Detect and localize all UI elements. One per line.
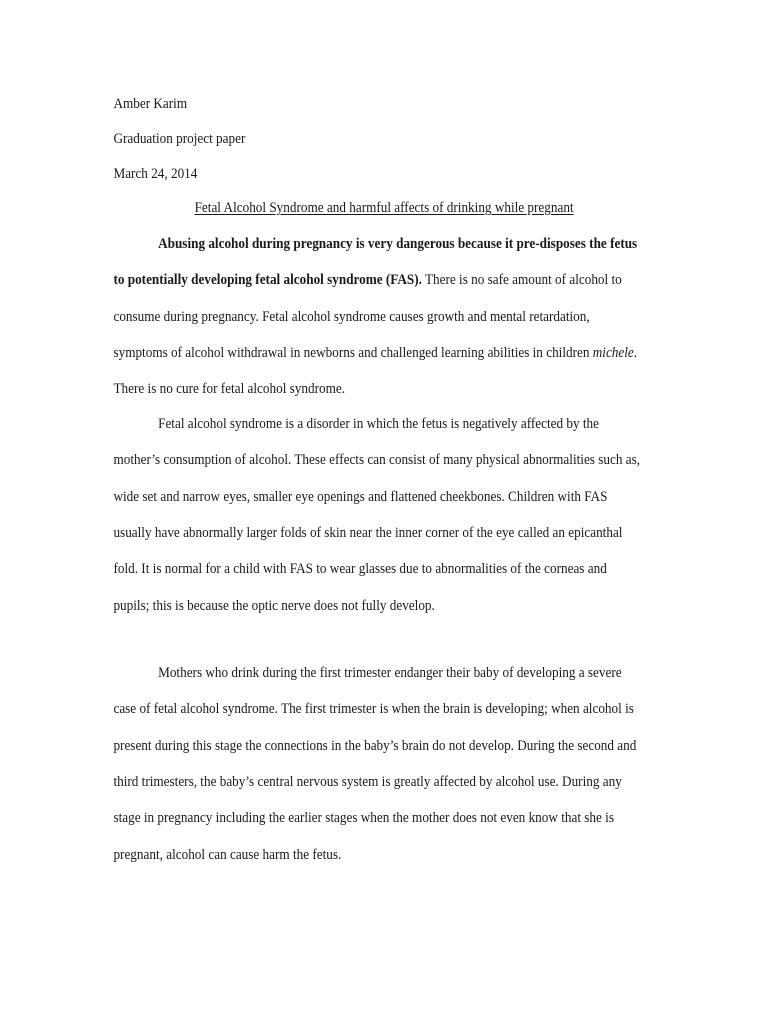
paragraph-1 [113,226,641,408]
paper-date: March 24, 2014 [113,166,198,182]
paper-title: Fetal Alcohol Syndrome and harmful affects of drinking while pregnant [194,200,574,216]
paragraph-3: Mothers who drink during the first trimester endanger their baby of developing a severe case of fetal alcohol syndrome. The first trimester is when the brain is developing; when alcohol is present during this stage the connections in the baby’s brain do not develop. During the second and third trimesters, the baby’s central nervous system is greatly affected by alcohol use. During any stage in pregnancy including the earlier stages when the mother does not even know that she is pregnant, alcohol can cause harm the fetus. [113,665,637,863]
course-name: Graduation project paper [113,131,246,147]
thesis-statement: Abusing alcohol during pregnancy is very dangerous because it pre-disposes the fetus to potentially developing fetal alcohol syndrome (FAS). [113,236,638,289]
paragraph-2: Fetal alcohol syndrome is a disorder in which the fetus is negatively affected by the mother’s consumption of alcohol. These effects can consist of many physical abnormalities such as, wide set and narrow eyes, smaller eye openings and flattened cheekbones. Children with FAS usually have abnormally larger folds of skin near the inner corner of the eye called an epicanthal fold. It is normal for a child with FAS to wear glasses due to abnormalities of the corneas and pupils; this is because the optic nerve does not fully develop. [113,416,641,614]
paragraph-1-text-end: . There is no cure for fetal alcohol syndrome. [113,345,638,398]
author-name: Amber Karim [113,96,188,112]
paragraph-1-text: There is no safe amount of alcohol to consume during pregnancy. Fetal alcohol syndrome causes growth and mental retardation, symptoms of alcohol withdrawal in newborns and challenged learning abilities in children [113,272,622,362]
citation: michele [592,345,634,362]
